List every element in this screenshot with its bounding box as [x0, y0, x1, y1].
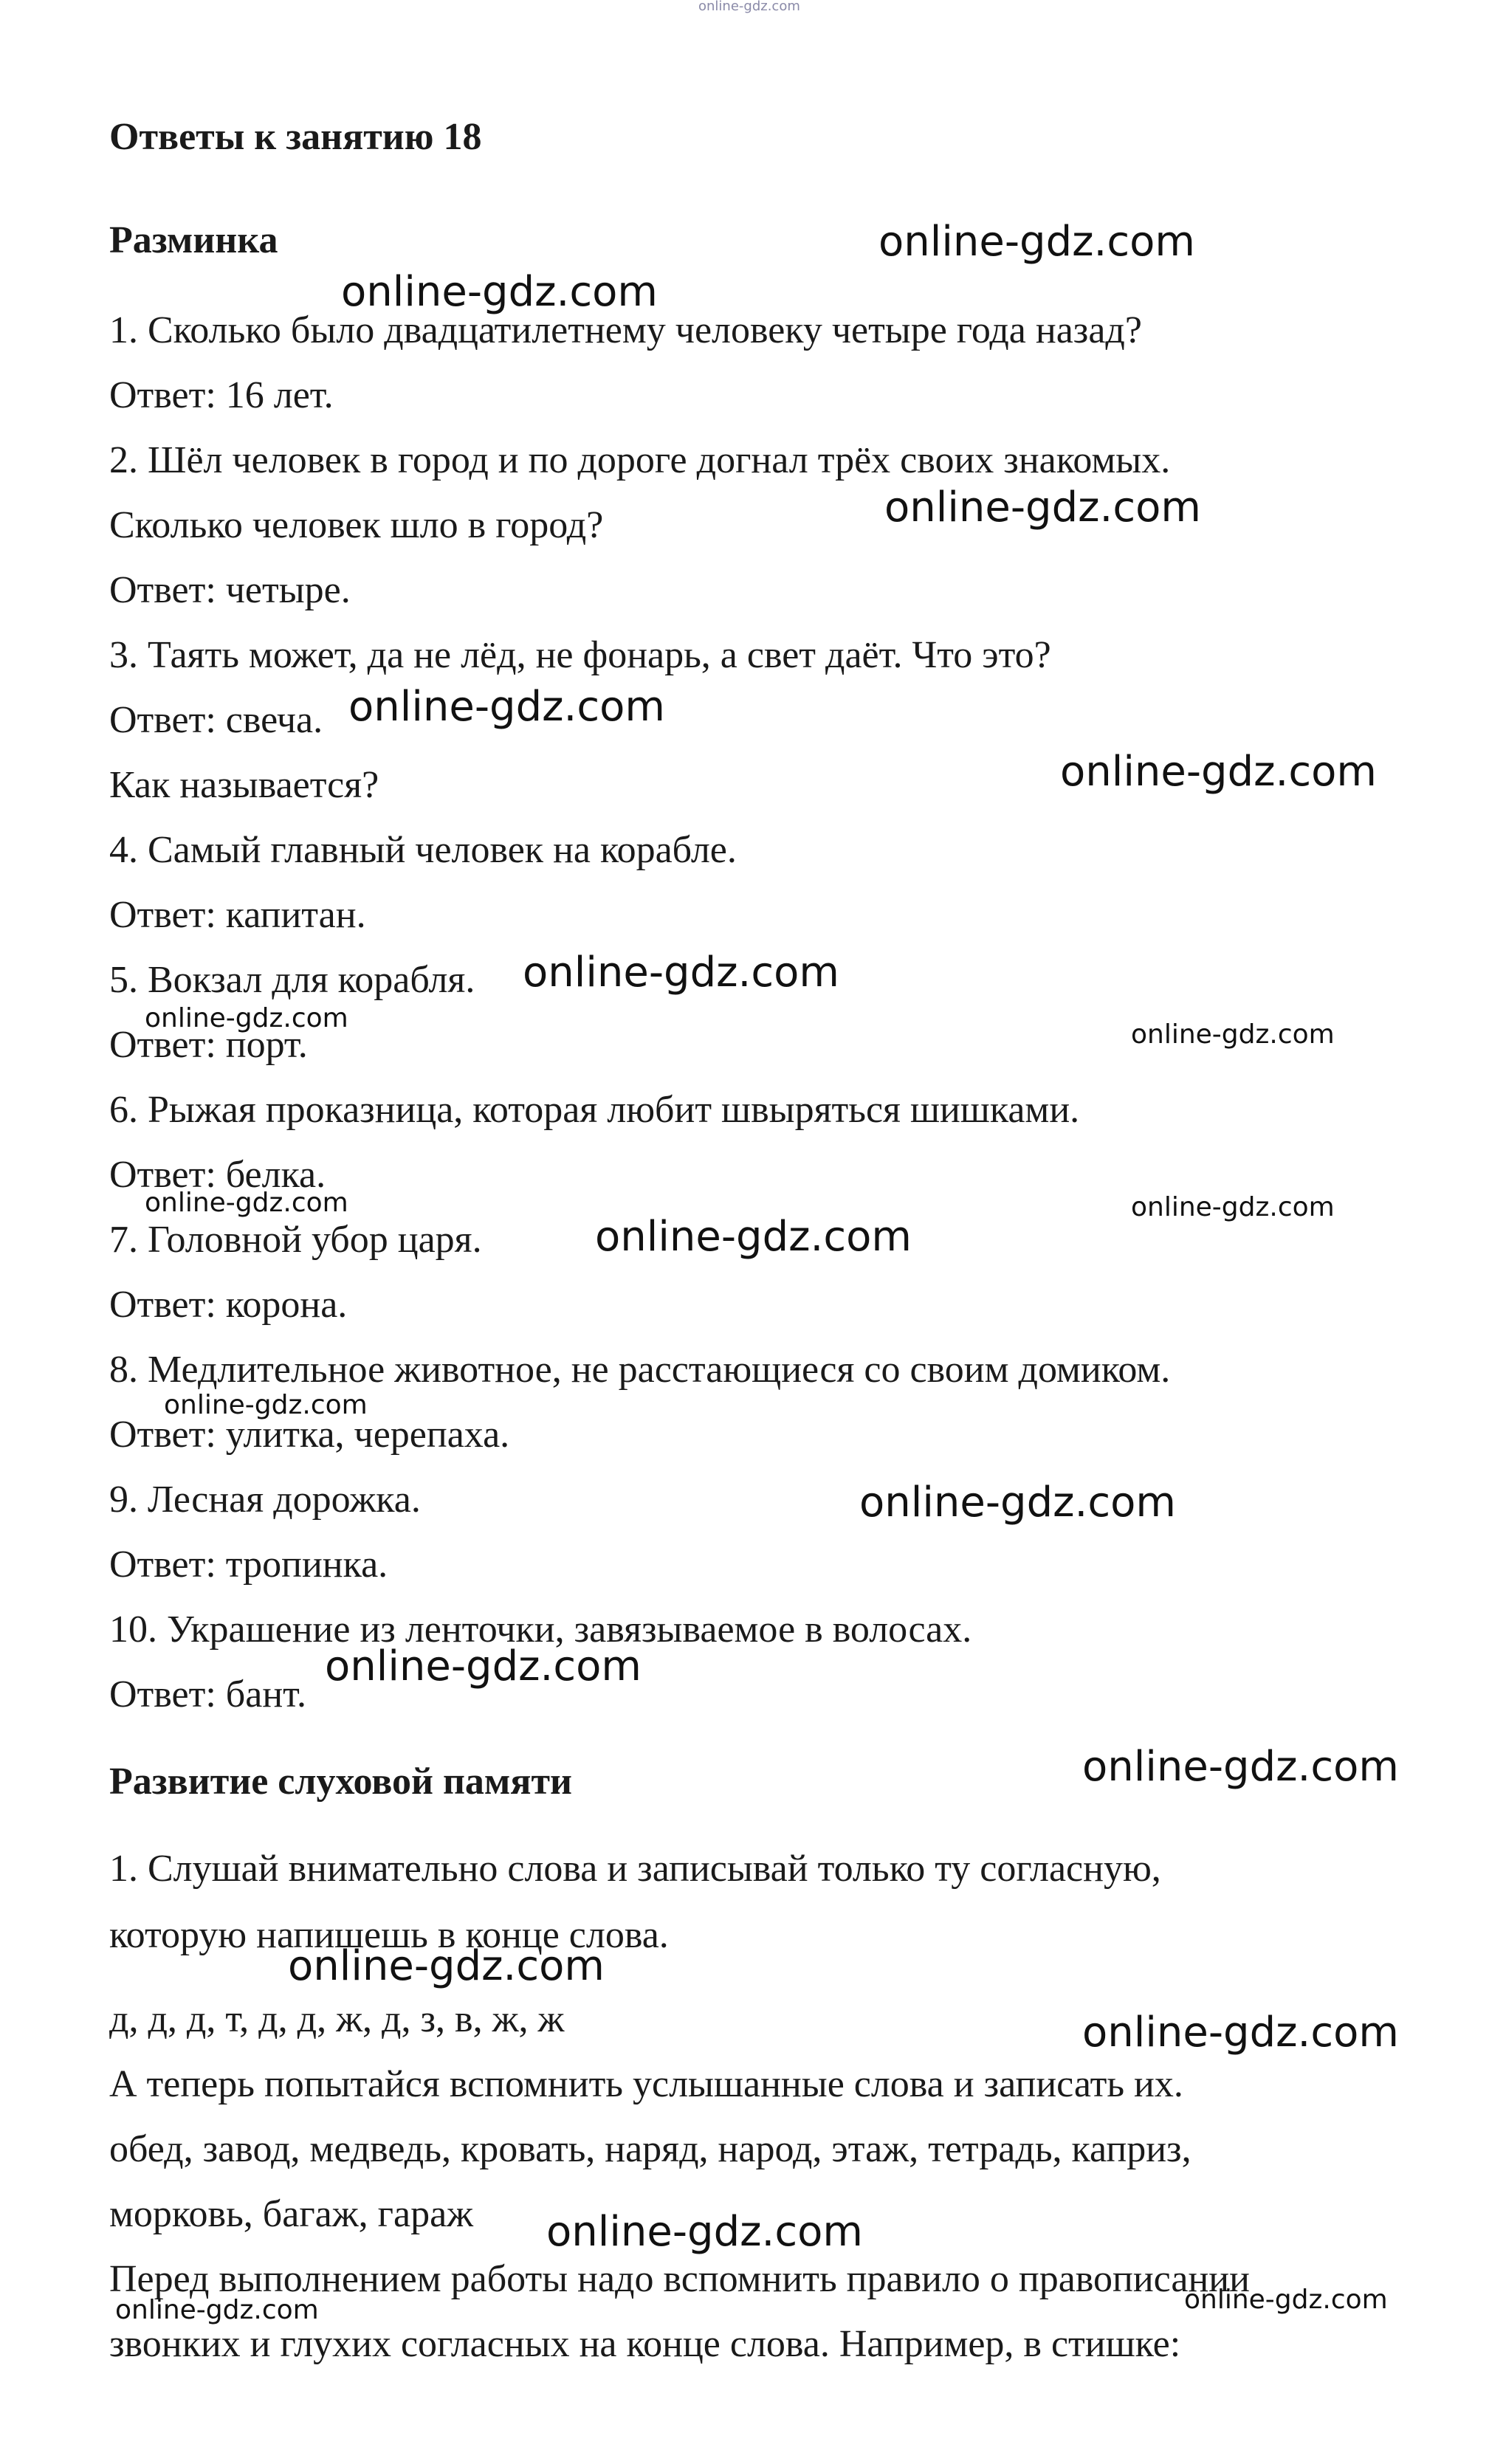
text-line: 3. Таять может, да не лёд, не фонарь, а свет даёт. Что это? [109, 634, 1051, 676]
watermark: online-gdz.com [115, 2295, 319, 2325]
text-line: Ответ: улитка, черепаха. [109, 1414, 510, 1456]
text-line: 1. Слушай внимательно слова и записывай только ту согласную, [109, 1848, 1161, 1890]
watermark: online-gdz.com [1082, 1743, 1399, 1791]
text-line: Сколько человек шло в город? [109, 504, 604, 546]
text-line: 4. Самый главный человек на корабле. [109, 829, 737, 871]
text-line: Ответ: четыре. [109, 569, 351, 611]
text-line: морковь, багаж, гараж [109, 2193, 474, 2235]
watermark: online-gdz.com [341, 268, 658, 316]
text-line: Ответ: порт. [109, 1024, 308, 1066]
text-line: звонких и глухих согласных на конце слова. Например, в стишке: [109, 2323, 1181, 2365]
text-line: обед, завод, медведь, кровать, наряд, народ, этаж, тетрадь, каприз, [109, 2128, 1191, 2170]
text-line: Ответ: бант. [109, 1673, 306, 1715]
text-line: 9. Лесная дорожка. [109, 1479, 421, 1521]
text-line: 5. Вокзал для корабля. [109, 959, 475, 1001]
text-line: 1. Сколько было двадцатилетнему человеку четыре года назад? [109, 309, 1142, 351]
watermark: online-gdz.com [1060, 748, 1377, 796]
text-line: 7. Головной убор царя. [109, 1219, 482, 1261]
text-line: Как называется? [109, 764, 379, 806]
watermark: online-gdz.com [878, 218, 1195, 266]
section-heading-memory: Развитие слуховой памяти [109, 1761, 572, 1803]
watermark: online-gdz.com [348, 683, 665, 731]
text-line: 8. Медлительное животное, не расстающиеся со своим домиком. [109, 1349, 1171, 1391]
page-title: Ответы к занятию 18 [109, 116, 482, 158]
watermark: online-gdz.com [1131, 1192, 1335, 1222]
watermark: online-gdz.com [288, 1942, 605, 1990]
header-watermark: online-gdz.com [698, 0, 800, 14]
text-line: 6. Рыжая проказница, которая любит швыряться шишками. [109, 1089, 1080, 1131]
watermark: online-gdz.com [164, 1390, 368, 1420]
text-line: Ответ: тропинка. [109, 1544, 388, 1586]
watermark: online-gdz.com [884, 483, 1201, 531]
watermark: online-gdz.com [859, 1479, 1176, 1527]
watermark: online-gdz.com [523, 949, 839, 997]
text-line: Ответ: корона. [109, 1284, 348, 1326]
watermark: online-gdz.com [145, 1188, 348, 1218]
watermark: online-gdz.com [1082, 2009, 1399, 2057]
text-line: Ответ: белка. [109, 1154, 326, 1196]
text-line: Ответ: капитан. [109, 894, 366, 936]
text-line: 2. Шёл человек в город и по дороге догнал трёх своих знакомых. [109, 439, 1171, 481]
text-line: которую напишешь в конце слова. [109, 1914, 669, 1956]
text-line: Ответ: свеча. [109, 699, 323, 741]
watermark: online-gdz.com [1131, 1019, 1335, 1050]
text-line: д, д, д, т, д, д, ж, д, з, в, ж, ж [109, 1998, 565, 2040]
text-line: Ответ: 16 лет. [109, 374, 334, 416]
text-line: А теперь попытайся вспомнить услышанные слова и записать их. [109, 2063, 1183, 2105]
watermark: online-gdz.com [325, 1642, 642, 1690]
section-heading-warmup: Разминка [109, 219, 278, 261]
watermark: online-gdz.com [1184, 2285, 1388, 2315]
text-line: 10. Украшение из ленточки, завязываемое в волосах. [109, 1608, 972, 1651]
watermark: online-gdz.com [595, 1213, 912, 1261]
watermark: online-gdz.com [546, 2208, 863, 2256]
text-line: Перед выполнением работы надо вспомнить правило о правописании [109, 2258, 1250, 2300]
watermark: online-gdz.com [145, 1003, 348, 1033]
